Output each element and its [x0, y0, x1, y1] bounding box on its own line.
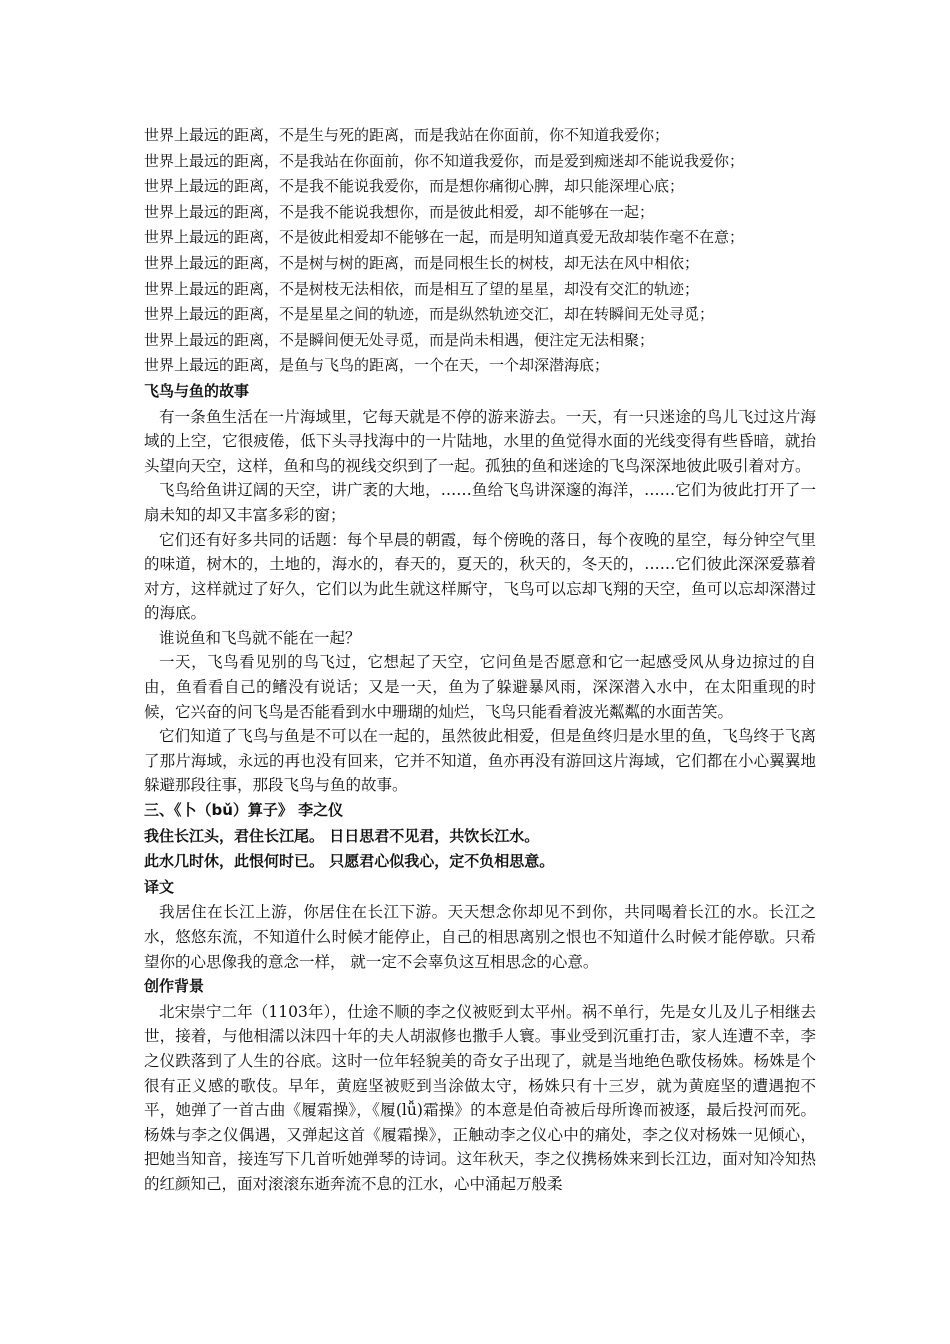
story-heading: 飞鸟与鱼的故事 [144, 381, 250, 400]
story-paragraph: 它们知道了飞鸟与鱼是不可以在一起的，虽然彼此相爱，但是鱼终归是水里的鱼，飞鸟终于飞离了那片海域，永远的再也没有回来，它并不知道，鱼亦再没有游回这片海域，它们都在小心翼翼地躲避那段往事，那段飞鸟与鱼的故事。 [144, 727, 816, 795]
translation-heading: 译文 [144, 877, 175, 896]
story-paragraph: 有一条鱼生活在一片海域里，它每天就是不停的游来游去。一天，有一只迷途的鸟儿飞过这片海域的上空，它很疲倦，低下头寻找海中的一片陆地，水里的鱼觉得水面的光线变得有些昏暗，就抬头望向天空，这样，鱼和鸟的视线交织到了一起。孤独的鱼和迷途的飞鸟深深地彼此吸引着对方。 [144, 407, 816, 475]
story-paragraph: 谁说鱼和飞鸟就不能在一起？ [159, 628, 361, 647]
story-paragraph: 飞鸟给鱼讲辽阔的天空，讲广袤的大地，……鱼给飞鸟讲深邃的海洋，……它们为彼此打开了一扇未知的却又丰富多彩的窗； [144, 481, 816, 524]
poem-section-heading: 三、《卜（bǔ）算子》 李之仪 [144, 801, 344, 820]
poem-line: 世界上最远的距离，不是星星之间的轨迹，而是纵然轨迹交汇，却在转瞬间无处寻觅； [144, 305, 715, 324]
poem-line: 世界上最远的距离，是鱼与飞鸟的距离，一个在天，一个却深潜海底； [144, 356, 610, 375]
poem-line: 世界上最远的距离，不是瞬间便无处寻觅，而是尚未相遇，便注定无法相聚； [144, 330, 655, 349]
story-paragraph: 它们还有好多共同的话题：每个早晨的朝霞，每个傍晚的落日，每个夜晚的星空，每分钟空气里的味道，树木的，土地的，海水的，春天的，夏天的，秋天的，冬天的，……它们彼此深深爱慕着对方，这样就过了好久，它们以为此生就这样厮守，飞鸟可以忘却飞翔的天空，鱼可以忘却深潜过的海底。 [144, 530, 816, 623]
poem-verse-line: 我住长江头，君住长江尾。 日日思君不见君，共饮长江水。 [144, 826, 540, 845]
document-page [144, 123, 816, 1197]
poem-verse-line: 此水几时休，此恨何时已。 只愿君心似我心，定不负相思意。 [144, 852, 555, 871]
poem-line: 世界上最远的距离，不是我不能说我想你，而是彼此相爱，却不能够在一起； [144, 202, 655, 221]
story-paragraph: 一天，飞鸟看见别的鸟飞过，它想起了天空，它问鱼是否愿意和它一起感受风从身边掠过的自由，鱼看看自己的鳍没有说话；又是一天，鱼为了躲避暴风雨，深深潜入水中，在太阳重现的时候，它兴奋的问飞鸟是否能看到水中珊瑚的灿烂，飞鸟只能看着波光粼粼的水面苦笑。 [144, 653, 816, 721]
poem-line: 世界上最远的距离，不是彼此相爱却不能够在一起，而是明知道真爱无敌却装作毫不在意； [144, 228, 745, 247]
background-heading: 创作背景 [144, 977, 205, 996]
poem-line: 世界上最远的距离，不是树枝无法相依，而是相互了望的星星，却没有交汇的轨迹； [144, 279, 700, 298]
background-paragraph: 北宋崇宁二年（1103年），仕途不顺的李之仪被贬到太平州。祸不单行，先是女儿及儿子相继去世，接着，与他相濡以沫四十年的夫人胡淑修也撒手人寰。事业受到沉重打击，家人连遭不幸，李之仪跌落到了人生的谷底。这时一位年轻貌美的奇女子出现了，就是当地绝色歌伎杨姝。杨姝是个很有正义感的歌伎。早年，黄庭坚被贬到当涂做太守，杨姝只有十三岁，就为黄庭坚的遭遇抱不平，她弹了一首古曲《履霜操》，《履(lǚ)霜操》的本意是伯奇被后母所谗而被逐，最后投河而死。杨姝与李之仪偶遇，又弹起这首《履霜操》，正触动李之仪心中的痛处，李之仪对杨姝一见倾心，把她当知音，接连写下几首听她弹琴的诗词。这年秋天，李之仪携杨姝来到长江边，面对知冷知热的红颜知己，面对滚滚东逝奔流不息的江水，心中涌起万般柔 [144, 1002, 816, 1193]
translation-paragraph: 我居住在长江上游，你居住在长江下游。天天想念你却见不到你，共同喝着长江的水。长江之水，悠悠东流，不知道什么时候才能停止，自己的相思离别之恨也不知道什么时候才能停歇。只希望你的心思像我的意念一样， 就一定不会辜负这互相思念的心意。 [144, 903, 816, 971]
poem-line: 世界上最远的距离，不是我不能说我爱你，而是想你痛彻心脾，却只能深埋心底； [144, 177, 685, 196]
poem-line: 世界上最远的距离，不是树与树的距离，而是同根生长的树枝，却无法在风中相依； [144, 253, 700, 272]
poem-line: 世界上最远的距离，不是生与死的距离，而是我站在你面前，你不知道我爱你； [144, 126, 670, 144]
poem-line: 世界上最远的距离，不是我站在你面前，你不知道我爱你，而是爱到痴迷却不能说我爱你； [144, 151, 745, 170]
